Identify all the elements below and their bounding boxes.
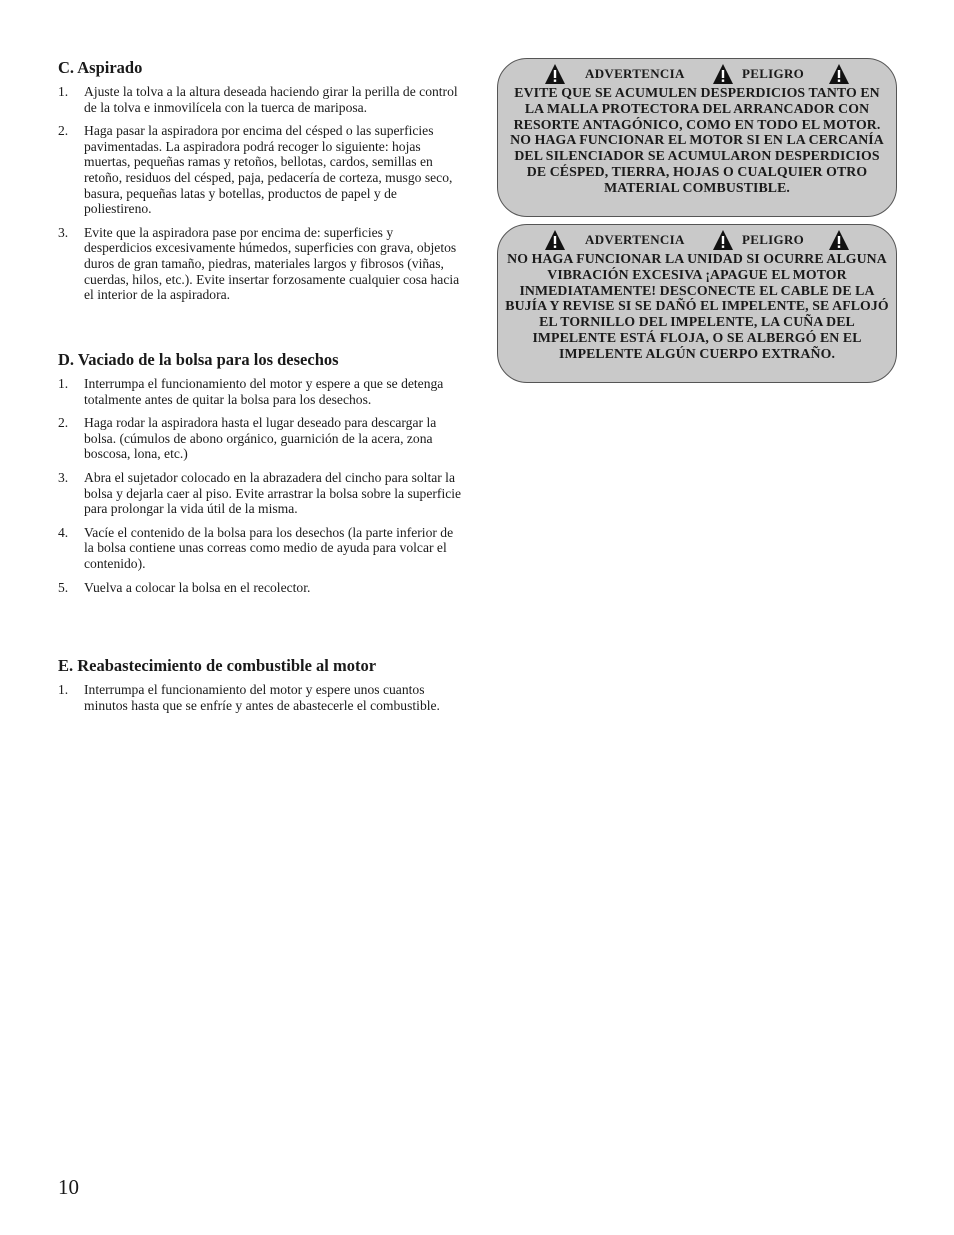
step-list [58, 682, 462, 713]
section-heading: D. Vaciado de la bolsa para los desechos [58, 350, 339, 369]
step-number: 1. [58, 376, 69, 391]
step-text: Evite que la aspiradora pase por encima de: superficies y desperdicios excesivamente húmedos, superficies con grava, objetos duros de gran tamaño, piedras, materiales largos y fibrosos (viñas, cuerdas, hilos, etc.). Evite insertar forzosamente cualquier cosa hacia el interior de la aspiradora. [84, 224, 460, 303]
section-reabastecimiento [58, 656, 462, 721]
list-item [58, 84, 462, 115]
list-item [58, 225, 462, 303]
step-number: 3. [58, 224, 69, 240]
warning-triangle-icon [828, 63, 850, 85]
page-number: 10 [58, 1175, 79, 1199]
list-item [58, 682, 462, 713]
advertencia-label: ADVERTENCIA [585, 66, 685, 81]
step-text: Abra el sujetador colocado en la abrazadera del cincho para soltar la bolsa y dejarla caer al piso. Evite arrastrar la bolsa sobre la superficie para prolongar la vida útil de la misma. [84, 469, 462, 517]
step-text: Haga rodar la aspiradora hasta el lugar deseado para descargar la bolsa. (cúmulos de abono orgánico, guarnición de la acera, zona boscosa, lona, etc.) [84, 415, 437, 462]
warning-panel-header [498, 229, 896, 251]
list-item [58, 470, 462, 517]
step-text: Interrumpa el funcionamiento del motor y espere a que se detenga totalmente antes de quitar la bolsa para los desechos. [84, 376, 444, 407]
warning-triangle-icon [828, 229, 850, 251]
list-item [58, 415, 462, 462]
step-text: Vuelva a colocar la bolsa en el recolector. [84, 579, 311, 595]
step-text: Interrumpa el funcionamiento del motor y espere unos cuantos minutos hasta que se enfríe y antes de abastecerle el combustible. [84, 682, 440, 713]
warning-text: EVITE QUE SE ACUMULEN DESPERDICIOS TANTO EN LA MALLA PROTECTORA DEL ARRANCADOR CON RESORTE ANTAGÓNICO, COMO EN TODO EL MOTOR. NO HAGA FUNCIONAR EL MOTOR SI EN LA CERCANÍA DEL SILENCIADOR SE ACUMULARON DESPERDICIOS DE CÉSPED, TIERRA, HOJAS O CUALQUIER OTRO MATERIAL COMBUSTIBLE. [510, 85, 884, 195]
step-text: Haga pasar la aspiradora por encima del césped o las superficies pavimentadas. La aspiradora podrá recoger lo siguiente: hojas muertas, pequeñas ramas y retoños, bellotas, cardos, semillas en retoño, residuos del césped, paja, pedacería de corteza, musgo seco, basura, pequeñas latas y botellas, productos de papel y de poliestireno. [84, 123, 453, 217]
step-text: Vacíe el contenido de la bolsa para los desechos (la parte inferior de la bolsa contiene unas correas como medio de ayuda para volcar el contenido). [84, 524, 454, 571]
list-item [58, 123, 462, 217]
section-vaciado-bolsa [58, 350, 462, 603]
warning-triangle-icon [544, 229, 566, 251]
warning-panel-header [498, 63, 896, 85]
advertencia-label: ADVERTENCIA [585, 232, 685, 247]
step-number: 1. [58, 682, 69, 697]
step-number: 5. [58, 579, 69, 595]
warning-triangle-icon [544, 63, 566, 85]
step-list [58, 84, 462, 303]
step-number: 2. [58, 123, 69, 139]
step-number: 3. [58, 469, 69, 485]
list-item [58, 525, 462, 572]
step-number: 2. [58, 415, 69, 431]
warning-panel [497, 58, 897, 217]
step-number: 1. [58, 84, 69, 99]
warning-triangle-icon [712, 63, 734, 85]
warning-panel [497, 224, 897, 383]
section-heading: E. Reabastecimiento de combustible al motor [58, 656, 377, 675]
section-heading: C. Aspirado [58, 58, 143, 77]
list-item [58, 376, 462, 407]
section-aspirado [58, 58, 462, 311]
warning-text: NO HAGA FUNCIONAR LA UNIDAD SI OCURRE ALGUNA VIBRACIÓN EXCESIVA ¡APAGUE EL MOTOR INMEDIATAMENTE! DESCONECTE EL CABLE DE LA BUJÍA Y REVISE SI SE DAÑÓ EL IMPELENTE, SE AFLOJÓ EL TORNILLO DEL IMPELENTE, LA CUÑA DEL IMPELENTE ESTÁ FLOJA, O SE ALBERGÓ EN EL IMPELENTE ALGÚN CUERPO EXTRAÑO. [505, 251, 889, 361]
peligro-label: PELIGRO [742, 66, 805, 81]
peligro-label: PELIGRO [742, 232, 805, 247]
step-list [58, 376, 462, 595]
list-item [58, 580, 462, 596]
step-text: Ajuste la tolva a la altura deseada haciendo girar la perilla de control de la tolva e inmovilícela con la tuerca de mariposa. [84, 84, 458, 115]
warning-triangle-icon [712, 229, 734, 251]
step-number: 4. [58, 524, 69, 540]
